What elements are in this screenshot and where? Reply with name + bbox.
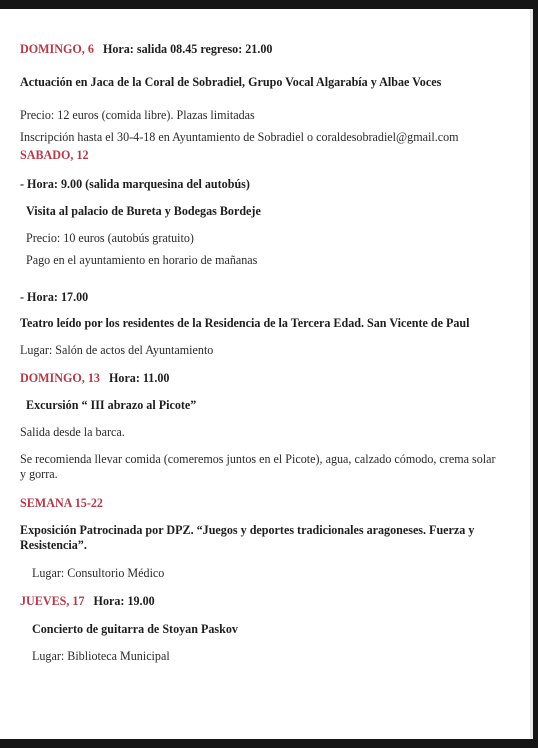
event-title: Visita al palacio de Bureta y Bodegas Bordeje: [26, 204, 261, 218]
event-day: JUEVES, 17: [20, 594, 85, 608]
event-day: DOMINGO, 6: [20, 42, 94, 56]
event-price: Precio: 10 euros (autobús gratuito): [26, 231, 194, 245]
event-time: - Hora: 9.00 (salida marquesina del autobús): [20, 177, 250, 191]
event-header: [20, 594, 155, 609]
event-departure: Salida desde la barca.: [20, 425, 125, 439]
event-registration: Inscripción hasta el 30-4-18 en Ayuntamiento de Sobradiel o coraldesobradiel@gmail.com: [20, 130, 459, 144]
event-time: - Hora: 17.00: [20, 290, 89, 304]
event-time: Hora: salida 08.45 regreso: 21.00: [102, 42, 273, 56]
event-payment: Pago en el ayuntamiento en horario de mañanas: [26, 253, 258, 267]
event-title: Exposición Patrocinada por DPZ. “Juegos y deportes tradicionales aragoneses. Fuerza y Resistencia”.: [20, 523, 475, 552]
event-title: Actuación en Jaca de la Coral de Sobradiel, Grupo Vocal Algarabía y Albae Voces: [20, 75, 442, 89]
event-title: Teatro leído por los residentes de la Residencia de la Tercera Edad. San Vicente de Paul: [20, 316, 470, 330]
event-place: Lugar: Consultorio Médico: [32, 566, 165, 580]
event-title: Excursión “ III abrazo al Picote”: [26, 398, 197, 412]
event-day: DOMINGO, 13: [20, 371, 100, 385]
event-day: SEMANA 15-22: [20, 496, 103, 510]
document-page: [0, 9, 533, 739]
event-header: [20, 42, 272, 57]
event-time: Hora: 11.00: [108, 371, 170, 385]
event-place: Lugar: Salón de actos del Ayuntamiento: [20, 343, 214, 357]
event-price: Precio: 12 euros (comida libre). Plazas limitadas: [20, 108, 255, 122]
event-title: Concierto de guitarra de Stoyan Paskov: [32, 622, 238, 636]
event-header: [20, 371, 169, 386]
event-advice: Se recomienda llevar comida (comeremos juntos en el Picote), agua, calzado cómodo, crema solar y gorra.: [20, 452, 496, 481]
event-place: Lugar: Biblioteca Municipal: [32, 649, 170, 663]
event-time: Hora: 19.00: [93, 594, 155, 608]
event-day: SABADO, 12: [20, 148, 89, 162]
